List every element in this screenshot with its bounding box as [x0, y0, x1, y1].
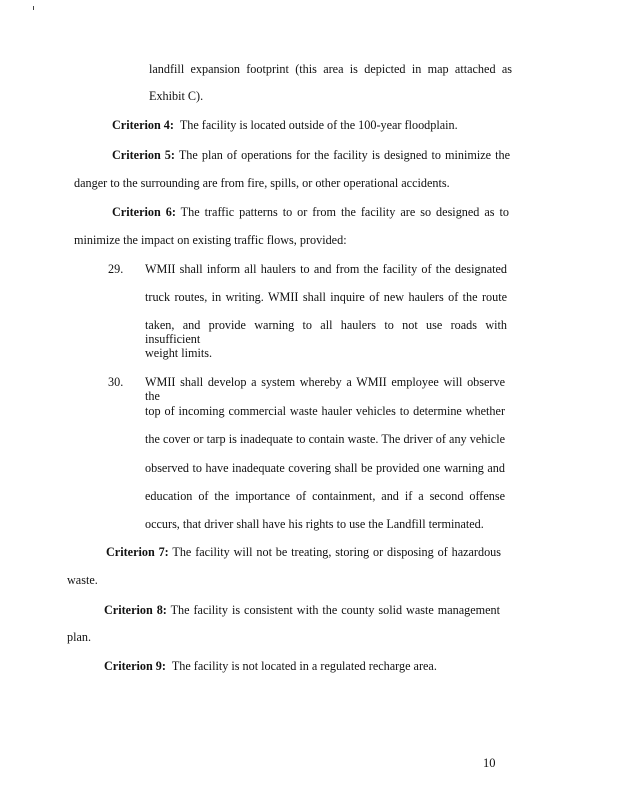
criterion-4: [112, 118, 458, 132]
condition-30-line-4: observed to have inadequate covering shall be provided one warning and: [145, 461, 505, 475]
criterion-text: The traffic patterns to or from the facility are so designed as to: [180, 205, 509, 219]
criterion-text: The facility is consistent with the county solid waste management: [170, 603, 501, 617]
intro-line-1: landfill expansion footprint (this area is depicted in map attached as: [149, 62, 512, 76]
condition-29-line-3: taken, and provide warning to all haulers to not use roads with insufficient: [145, 318, 507, 346]
condition-29-line-2: truck routes, in writing. WMII shall inquire of new haulers of the route: [145, 290, 507, 304]
criterion-6: [112, 205, 509, 219]
intro-line-2: Exhibit C).: [149, 89, 204, 103]
criterion-7-line-2: waste.: [67, 573, 98, 587]
criterion-8-line-2: plan.: [67, 630, 92, 644]
condition-30-line-1: WMII shall develop a system whereby a WMII employee will observe the: [145, 375, 505, 403]
criterion-6-line-2: minimize the impact on existing traffic flows, provided:: [74, 233, 347, 247]
condition-29-line-1: WMII shall inform all haulers to and from the facility of the designated: [145, 262, 507, 276]
condition-number: 29.: [108, 262, 124, 276]
criterion-7: [106, 545, 501, 559]
criterion-text: The facility is not located in a regulated recharge area.: [171, 659, 437, 673]
criterion-text: The facility is located outside of the 100-year floodplain.: [179, 118, 458, 132]
criterion-label: Criterion 6:: [112, 205, 176, 219]
condition-30-line-2: top of incoming commercial waste hauler vehicles to determine whether: [145, 404, 505, 418]
criterion-text: The plan of operations for the facility is designed to minimize the: [178, 148, 510, 162]
condition-30-line-5: education of the importance of containment, and if a second offense: [145, 489, 505, 503]
criterion-label: Criterion 7:: [106, 545, 169, 559]
criterion-label: Criterion 5:: [112, 148, 175, 162]
criterion-text: The facility will not be treating, storing or disposing of hazardous: [172, 545, 502, 559]
criterion-8: [104, 603, 500, 617]
criterion-9: [104, 659, 437, 673]
criterion-label: Criterion 4:: [112, 118, 174, 132]
criterion-5-line-2: danger to the surrounding are from fire, spills, or other operational accidents.: [74, 176, 450, 190]
condition-number: 30.: [108, 375, 124, 389]
criterion-label: Criterion 9:: [104, 659, 166, 673]
scan-mark: [33, 6, 34, 10]
criterion-label: Criterion 8:: [104, 603, 167, 617]
condition-30-line-3: the cover or tarp is inadequate to contain waste. The driver of any vehicle: [145, 432, 505, 446]
condition-30-line-6: occurs, that driver shall have his rights to use the Landfill terminated.: [145, 517, 484, 531]
criterion-5: [112, 148, 510, 162]
condition-29-line-4: weight limits.: [145, 346, 213, 360]
page-number: 10: [483, 756, 496, 770]
